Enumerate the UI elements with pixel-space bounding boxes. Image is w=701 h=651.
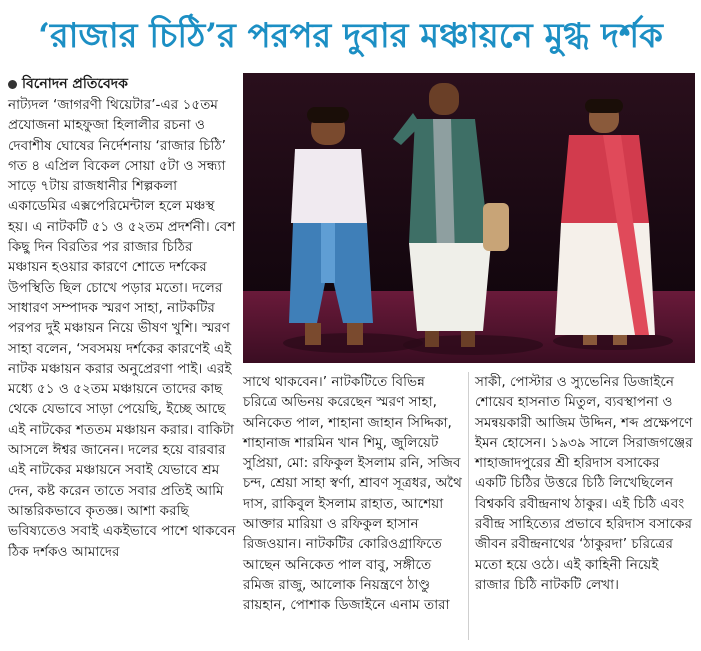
- column-2-text: সাথে থাকবেন।’ নাটকটিতে বিভিন্ন চরিত্রে অভিনয় করেছেন স্মরণ সাহা, অনিকেত পাল, শাহানা জাহান সিদ্দিকা, শাহানাজ শারমিন খান শিমু, জুলিয়েট সুপ্রিয়া, মো: রফিকুল ইসলাম রনি, সজিব চন্দ, শ্রেয়া সাহা স্বর্ণা, শ্রাবণ সূত্রধর, অথৈ দাস, রাকিবুল ইসলাম রাহাত, আশেয়া আক্তার মারিয়া ও রফিকুল হাসান রিজওয়ান। নাটকটির কোরিওগ্রাফিতে আছেন অনিকেত পাল বাবু, সঙ্গীতে রমিজ রাজু, আলোক নিয়ন্ত্রণে ঠাণ্ডু রায়হান, পোশাক ডিজাইনে এনাম তারা: [243, 374, 462, 614]
- byline: [8, 74, 236, 94]
- article-column-2: [243, 372, 463, 616]
- bullet-icon: [8, 80, 17, 89]
- stage-photo-illustration: [243, 73, 695, 363]
- byline-text: বিনোদন প্রতিবেদক: [22, 76, 128, 92]
- stage-photo: [243, 73, 695, 363]
- headline: ‘রাজার চিঠি’র পরপর দুবার মঞ্চায়নে মুগ্ধ দর্শক: [38, 16, 663, 56]
- column-divider: [468, 372, 469, 640]
- article-column-1: [8, 74, 236, 562]
- article-column-3: [475, 372, 695, 595]
- column-1-text: নাট্যদল ‘জাগরণী থিয়েটার’-এর ১৫তম প্রযোজনা মাহফুজা হিলালীর রচনা ও দেবাশীষ ঘোষের নির্দেশনায় ‘রাজার চিঠি’ গত ৪ এপ্রিল বিকেল সোয়া ৫টা ও সন্ধ্যা সাড়ে ৭টায় রাজধানীর শিল্পকলা একাডেমির এক্সপেরিমেন্টাল হলে মঞ্চস্থ হয়। এ নাটকটি ৫১ ও ৫২তম প্রদর্শনী। বেশ কিছু দিন বিরতির পর রাজার চিঠির মঞ্চায়ন হওয়ার কারণে শোতে দর্শকের উপস্থিতি ছিল চোখে পড়ার মতো। দলের সাধারণ সম্পাদক স্মরণ সাহা, নাটকটির পরপর দুই মঞ্চায়ন নিয়ে ভীষণ খুশি। স্মরণ সাহা বলেন, ‘সবসময় দর্শকের কারণেই এই নাটক মঞ্চায়ন করার অনুপ্রেরণা পাই। এরই মধ্যে ৫১ ও ৫২তম মঞ্চায়নে তাদের কাছ থেকে যেভাবে সাড়া পেয়েছি, ইচ্ছে আছে এই নাটকের শততম মঞ্চায়ন করার। বাকিটা আসলে ঈশ্বর জানেন। দলের হয়ে বারবার এই নাটকের মঞ্চায়নে সবাই যেভাবে শ্রম দেন, কষ্ট করেন তাতে সবার প্রতিই আমি আন্তরিকভাবে কৃতজ্ঞ। আশা করছি ভবিষ্যতেও সবাই একইভাবে পাশে থাকবেন ঠিক দর্শকও আমাদের: [8, 97, 236, 560]
- column-3-text: সাকী, পোস্টার ও স্যুভেনির ডিজাইনে শোয়েব হাসনাত মিতুল, ব্যবস্থাপনা ও সমন্বয়কারী আজিম উদ্দিন, শব্দ প্রক্ষেপণে ইমন হোসেন। ১৯৩৯ সালে সিরাজগঞ্জের শাহাজাদপুরের শ্রী হরিদাস বসাকের একটি চিঠির উত্তরে চিঠি লিখেছিলেন বিশ্বকবি রবীন্দ্রনাথ ঠাকুর। এই চিঠি এবং রবীন্দ্র সাহিত্যের প্রভাবে হরিদাস বসাকের জীবন রবীন্দ্রনাথের ‘ঠাকুরদা’ চরিত্রের মতো হয়ে ওঠে। এই কাহিনী নিয়েই রাজার চিঠি নাটকটি লেখা।: [475, 374, 693, 593]
